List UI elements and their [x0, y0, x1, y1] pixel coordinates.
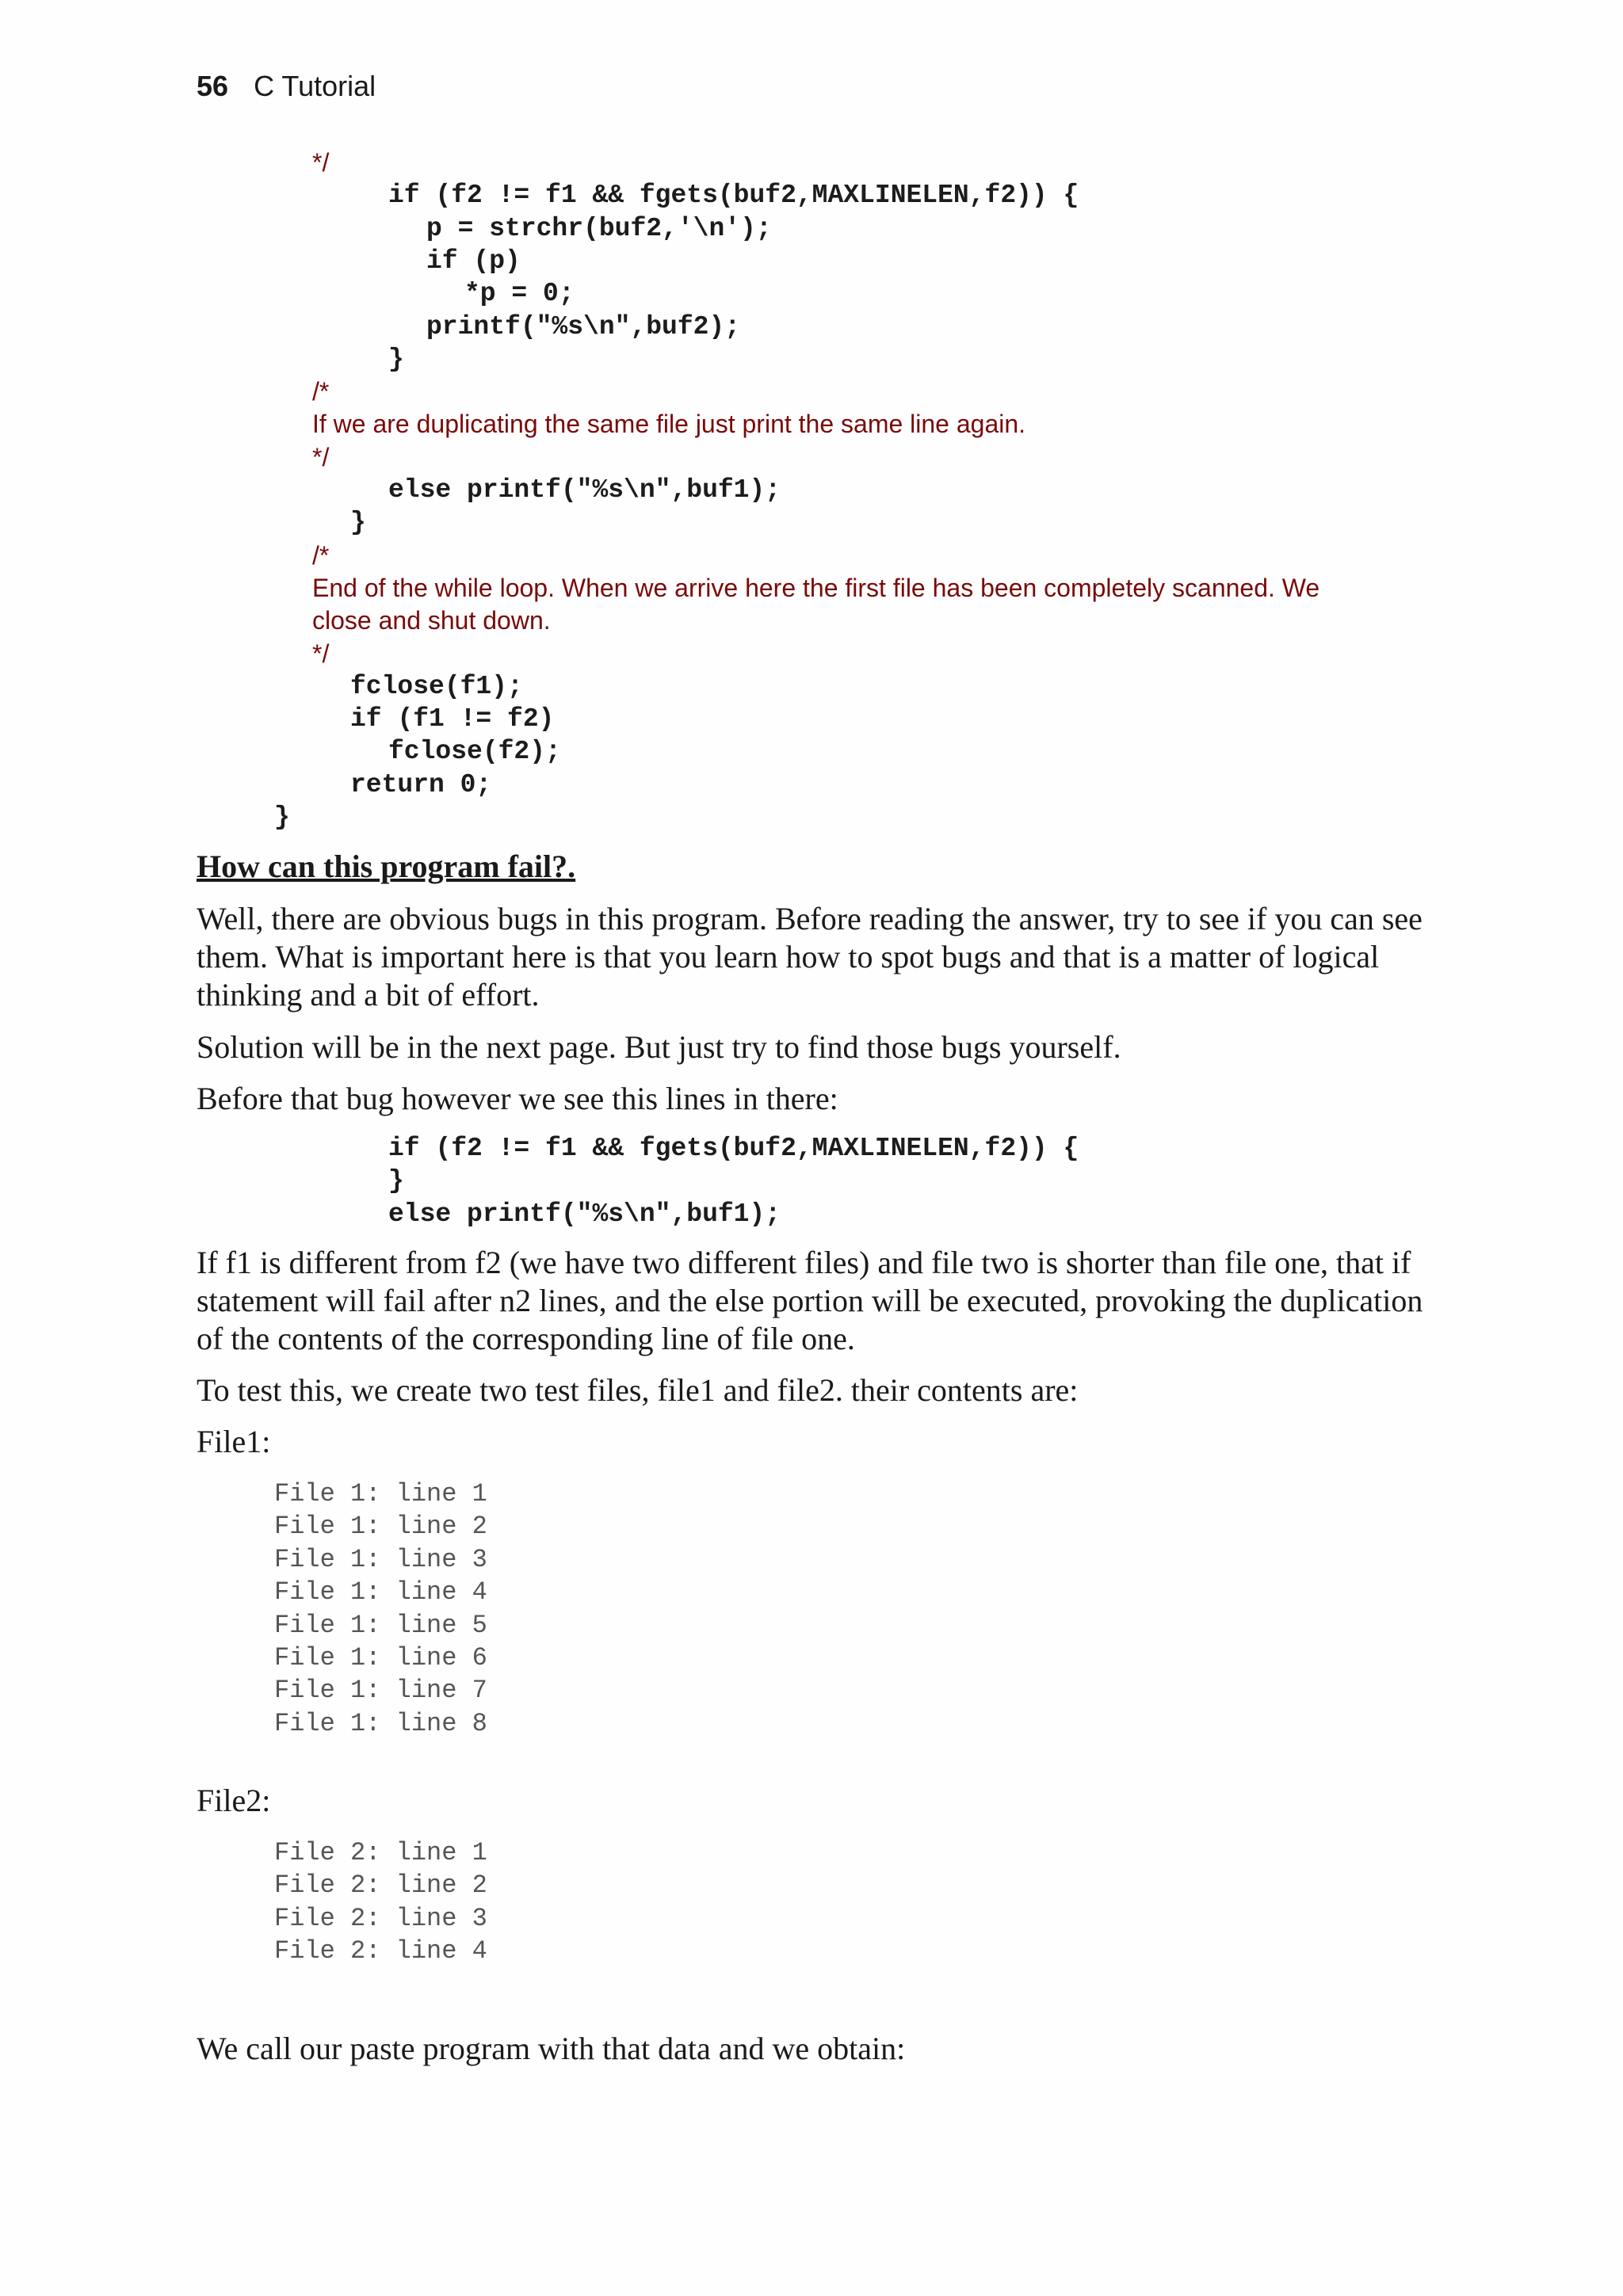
file1-label: File1: — [197, 1424, 271, 1459]
code-line: return 0; — [350, 769, 492, 799]
code-comment-line: close and shut down. — [312, 606, 551, 635]
code-line: printf("%s\n",buf2); — [426, 311, 741, 341]
code-line: } — [388, 344, 404, 374]
page-number: 56 — [197, 70, 229, 102]
code-comment-line: If we are duplicating the same file just print the same line again. — [312, 410, 1026, 439]
code-line: fclose(f2); — [388, 737, 561, 767]
file-line: File 1: line 3 — [274, 1544, 487, 1574]
section-heading: How can this program fail?. — [197, 849, 576, 884]
code-line: if (f2 != f1 && fgets(buf2,MAXLINELEN,f2)) { — [388, 1134, 1079, 1163]
file2-contents — [274, 1836, 487, 1968]
code-comment-line: */ — [312, 442, 330, 471]
code-line: fclose(f1); — [350, 671, 523, 701]
running-title: C Tutorial — [254, 70, 376, 102]
code-line: p = strchr(buf2,'\n'); — [426, 213, 772, 243]
file-line: File 1: line 2 — [274, 1512, 487, 1542]
paragraph-3: Before that bug however we see this lines in there: — [197, 1081, 838, 1116]
code-comment-line: End of the while loop. When we arrive here the first file has been completely scanned. We — [312, 573, 1320, 602]
file-line: File 1: line 5 — [274, 1610, 487, 1640]
paragraph-1: Well, there are obvious bugs in this program. Before reading the answer, try to see if you can see them. What is important here is that you learn how to spot bugs and that is a matter of logical thinking and a bit of effort. — [197, 901, 1423, 1013]
file-line: File 1: line 1 — [274, 1479, 487, 1508]
paragraph-6: We call our paste program with that data and we obtain: — [197, 2031, 906, 2066]
code-line: } — [274, 803, 290, 832]
file-line: File 1: line 8 — [274, 1708, 487, 1738]
file-line: File 2: line 4 — [274, 1936, 487, 1966]
code-line: if (p) — [426, 246, 521, 276]
file-line: File 2: line 3 — [274, 1903, 487, 1933]
file-line: File 2: line 2 — [274, 1871, 487, 1901]
code-comment-line: /* — [312, 540, 330, 570]
file1-contents — [274, 1478, 487, 1740]
code-line: } — [350, 508, 366, 538]
code-comment-line: */ — [312, 639, 330, 668]
paragraph-2: Solution will be in the next page. But just try to find those bugs yourself. — [197, 1029, 1121, 1065]
paragraph-5: To test this, we create two test files, file1 and file2. their contents are: — [197, 1372, 1079, 1408]
code-comment-line: */ — [312, 148, 330, 177]
page-header — [197, 70, 376, 103]
file-line: File 1: line 7 — [274, 1676, 487, 1706]
file-line: File 1: line 4 — [274, 1577, 487, 1608]
code-line: if (f1 != f2) — [350, 704, 555, 734]
paragraph-4: If f1 is different from f2 (we have two different files) and file two is shorter than file one, that if statement will fail after n2 lines, and the else portion will be executed, provoking the duplication of the contents of the corresponding line of file one. — [197, 1245, 1423, 1356]
code-line: } — [388, 1166, 404, 1196]
code-line: *p = 0; — [464, 279, 575, 309]
file2-label: File2: — [197, 1783, 271, 1818]
file-line: File 2: line 1 — [274, 1838, 487, 1867]
code-line: else printf("%s\n",buf1); — [388, 475, 781, 505]
code-line: if (f2 != f1 && fgets(buf2,MAXLINELEN,f2)) { — [388, 181, 1079, 211]
code-comment-line: /* — [312, 377, 330, 406]
file-line: File 1: line 6 — [274, 1643, 487, 1673]
code-line: else printf("%s\n",buf1); — [388, 1199, 781, 1229]
